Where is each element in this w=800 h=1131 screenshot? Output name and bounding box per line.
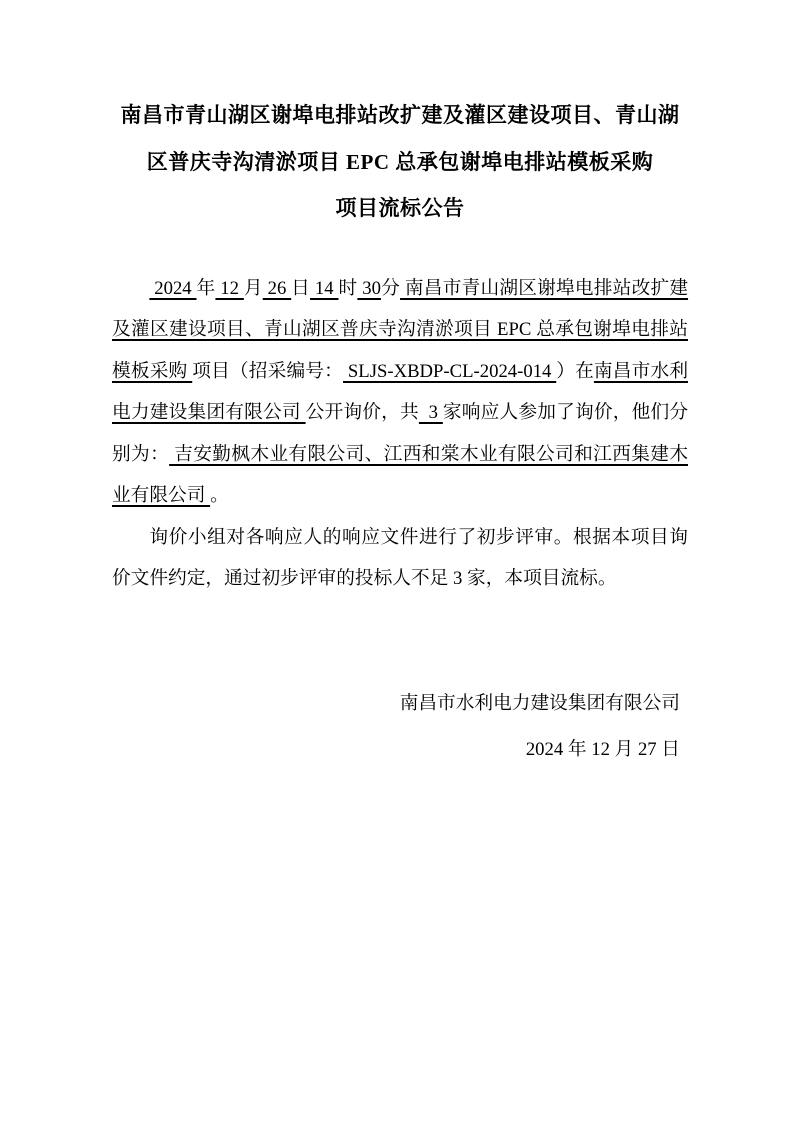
- signature-date: 2024 年 12 月 27 日: [525, 738, 680, 760]
- paragraph-review-result: 询价小组对各响应人的响应文件进行了初步评审。根据本项目询价文件约定，通过初步评审的投标人不足 3 家，本项目流标。: [112, 526, 688, 589]
- field-tenderer-company: 南昌市水利电力建设集团有限公司: [112, 360, 689, 423]
- label-year: 年: [196, 277, 216, 299]
- field-tender-number: SLJS-XBDP-CL-2024-014: [343, 360, 557, 382]
- document-title: [112, 92, 688, 232]
- signature-company: 南昌市水利电力建设集团有限公司: [399, 692, 680, 714]
- text-inquiry: 公开询价，共: [305, 402, 419, 423]
- text-period: 。: [210, 485, 229, 506]
- label-day: 日: [291, 277, 311, 299]
- field-year: 2024: [149, 277, 197, 299]
- title-line-2: 区普庆寺沟清淤项目 EPC 总承包谢埠电排站模板采购: [146, 149, 654, 174]
- field-respondent-names: 吉安勤枫木业有限公司、江西和棠木业有限公司和江西集建木业有限公司: [112, 443, 689, 506]
- text-respondents-intro: 家响应人参加了询价，他们分别为：: [112, 402, 689, 465]
- label-month: 月: [243, 277, 263, 299]
- label-minute: 分: [380, 277, 401, 299]
- field-hour: 14: [310, 277, 339, 299]
- document-content: [0, 92, 800, 773]
- label-hour: 时: [338, 277, 358, 299]
- label-tender-number: 项目（招采编号：: [192, 360, 344, 382]
- field-month: 12: [215, 277, 244, 299]
- field-project-name: 南昌市青山湖区谢埠电排站改扩建及灌区建设项目、青山湖区普庆寺沟清淤项目 EPC 总承包谢埠电排站模板采购: [112, 277, 689, 382]
- paragraph-announcement: [112, 268, 688, 517]
- signature-block: [112, 681, 688, 773]
- field-respondent-count: 3: [418, 402, 443, 423]
- text-at: ）在: [556, 360, 594, 382]
- title-line-3: 项目流标公告: [335, 196, 465, 220]
- field-minute: 30: [357, 277, 381, 299]
- title-line-1: 南昌市青山湖区谢埠电排站改扩建及灌区建设项目、青山湖: [120, 103, 680, 127]
- field-day: 26: [262, 277, 292, 299]
